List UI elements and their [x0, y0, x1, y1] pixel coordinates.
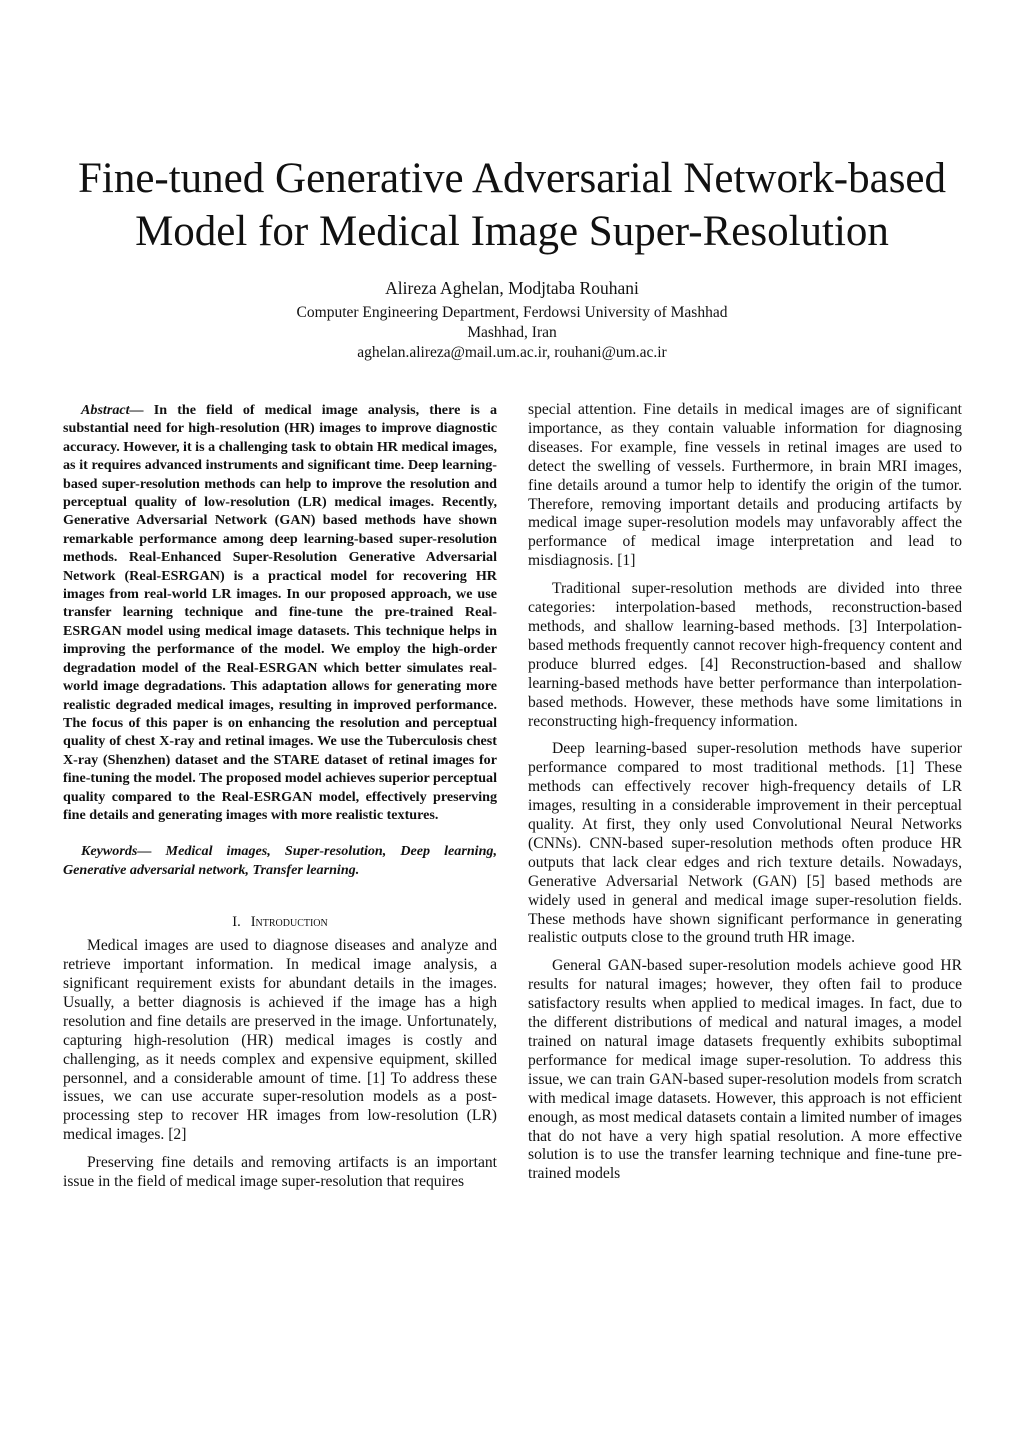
author-names: Alireza Aghelan, Modjtaba Rouhani: [385, 278, 639, 298]
abstract-text: In the field of medical image analysis, there is a substantial need for high-resolution (HR) images to improve diagnostic accuracy. However, it is a challenging task to obtain HR medical images, as it requires advanced instruments and significant time. Deep learning-based super-resolution methods can help to improve the resolution and perceptual quality of low-resolution (LR) medical images. Recently, Generative Adversarial Network (GAN) based methods have shown remarkable performance among deep learning-based super-resolution methods. Real-Enhanced Super-Resolution Generative Adversarial Network (Real-ESRGAN) is a practical model for recovering HR images from real-world LR images. In our proposed approach, we use transfer learning technique and fine-tune the pre-trained Real-ESRGAN model using medical image datasets. This technique helps in improving the performance of the model. We employ the high-order degradation model of the Real-ESRGAN which better simulates real-world image degradations. This adaptation allows for generating more realistic degraded medical images, resulting in improved performance. The focus of this paper is on enhancing the resolution and perceptual quality of chest X-ray and retinal images. We use the Tuberculosis chest X-ray (Shenzhen) dataset and the STARE dataset of retinal images for fine-tuning the model. The proposed model achieves superior perceptual quality compared to the Real-ESRGAN model, effectively preserving fine details and generating images with more realistic textures.: [63, 402, 498, 823]
author-block: [0, 277, 1024, 363]
section-heading-introduction: [63, 913, 497, 931]
left-column: [63, 401, 497, 1201]
title-line-1: Fine-tuned Generative Adversarial Network-based: [77, 155, 947, 202]
paragraph: General GAN-based super-resolution models achieve good HR results for natural images; however, they often fail to produce satisfactory results when applied to medical images. In fact, due to the different distributions of medical and natural images, a model trained on natural image datasets frequently exhibits suboptimal performance for medical image super-resolution. To address this issue, we can train GAN-based super-resolution models from scratch with medical image datasets. However, this approach is not efficient enough, as most medical datasets contain a limited number of images that do not have a very high spatial resolution. A more effective solution is to use the transfer learning technique and fine-tune pre-trained models: [528, 957, 962, 1183]
keywords: [63, 842, 497, 879]
paper-title: [0, 152, 1024, 258]
affiliation: Computer Engineering Department, Ferdowsi University of Mashhad: [296, 304, 728, 321]
abstract-label: Abstract—: [81, 402, 144, 418]
paragraph: Deep learning-based super-resolution methods have superior performance compared to most traditional methods. [1] These methods can effectively recover high-frequency details of LR images, resulting in a considerable improvement in their perceptual quality. At first, they only used Convolutional Neural Networks (CNNs). CNN-based super-resolution methods often produce HR outputs that lack clear edges and rich texture details. Nowadays, Generative Adversarial Network (GAN) [5] based methods are widely used in general and medical image super-resolution fields. These methods have shown significant performance in generating realistic outputs close to the ground truth HR image.: [528, 740, 962, 947]
title-line-2: Model for Medical Image Super-Resolution: [135, 208, 889, 255]
paragraph: Medical images are used to diagnose diseases and analyze and retrieve important information. In medical image analysis, a significant requirement exists for abundant details in the images. Usually, a better diagnosis is achieved if the image has a high resolution and fine details are preserved in the image. Unfortunately, capturing high-resolution (HR) medical images is costly and challenging, as it needs complex and expensive equipment, skilled personnel, and a considerable amount of time. [1] To address these issues, we can use accurate super-resolution models as a post-processing step to recover HR images from low-resolution (LR) medical images. [2]: [63, 937, 497, 1144]
paragraph: special attention. Fine details in medical images are of significant importance, as they contain valuable information for diagnosing diseases. For example, fine vessels in retinal images are used to detect the swelling of vessels. Furthermore, in brain MRI images, fine details around a tumor help to identify the origin of the tumor. Therefore, removing important details and producing artifacts by medical image super-resolution models may unfavorably affect the performance of medical image interpretation and lead to misdiagnosis. [1]: [528, 401, 962, 570]
keywords-label: Keywords—: [81, 843, 152, 860]
abstract: [63, 401, 497, 824]
right-column: [528, 401, 962, 1193]
section-number: I.: [232, 914, 241, 931]
section-title: Introduction: [250, 914, 328, 931]
author-emails: aghelan.alireza@mail.um.ac.ir, rouhani@um.ac.ir: [357, 344, 667, 361]
location: Mashhad, Iran: [467, 324, 557, 341]
paragraph: Traditional super-resolution methods are divided into three categories: interpolation-based methods, reconstruction-based methods, and shallow learning-based methods. [3] Interpolation-based methods frequently cannot recover high-frequency content and produce blurred edges. [4] Reconstruction-based and shallow learning-based methods have better performance than interpolation-based methods. However, these methods have some limitations in reconstructing high-frequency information.: [528, 580, 962, 730]
paragraph: Preserving fine details and removing artifacts is an important issue in the field of medical image super-resolution that requires: [63, 1154, 497, 1191]
keywords-text: Medical images, Super-resolution, Deep learning, Generative adversarial network, Transfer learning.: [63, 843, 497, 878]
